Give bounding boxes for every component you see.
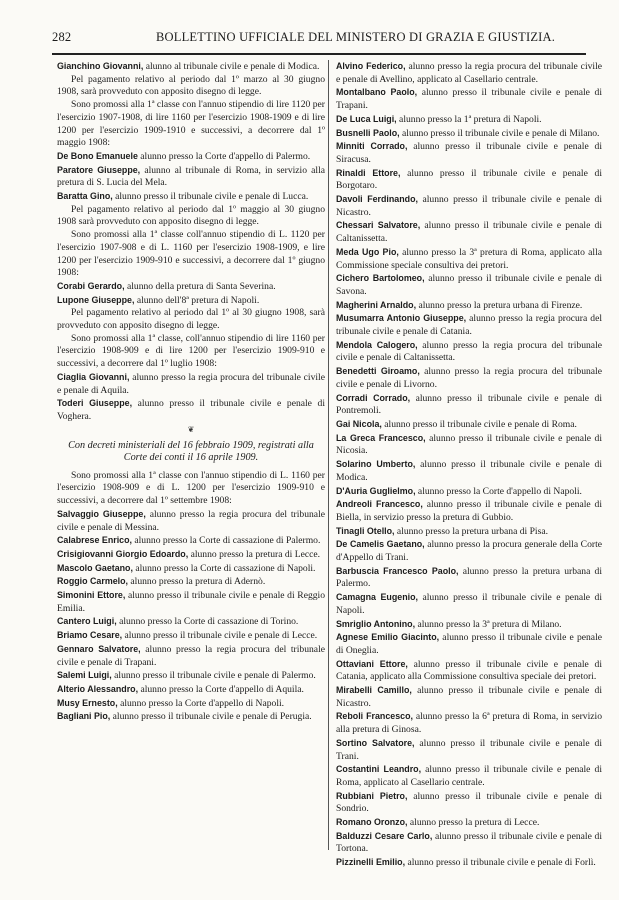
appointment-text: alunno presso la Corte di cassazione di Napoli.	[132, 562, 316, 574]
person-name: Camagna Eugenio,	[336, 592, 418, 603]
appointment-text: alunno presso il tribunale civile e penale di Nicastro.	[336, 685, 602, 709]
person-name: Rubbiani Pietro,	[336, 790, 408, 801]
person-name: Alvino Federico,	[336, 61, 406, 71]
appointment-entry	[336, 127, 602, 141]
running-title: BOLLETTINO UFFICIALE DEL MINISTERO DI GRAZIA E GIUSTIZIA.	[156, 30, 556, 44]
header-rule	[52, 53, 586, 55]
person-name: Cichero Bartolomeo,	[336, 273, 425, 284]
appointment-text: alunno presso il tribunale civile e penale di Roma, applicato al Casellario centrale.	[336, 764, 602, 788]
appointment-entry	[57, 615, 325, 629]
appointment-entry	[336, 631, 602, 657]
person-name: Costantini Leandro,	[336, 764, 422, 775]
appointment-entry	[336, 538, 602, 564]
appointment-entry	[57, 371, 325, 397]
appointment-text: alunno presso il tribunale civile e penale di Palermo.	[111, 670, 316, 682]
appointment-text: alunno presso la Corte d'appello di Palermo.	[137, 150, 311, 162]
appointment-text: alunno presso la regia procura del tribunale civile e penale di Trapani.	[57, 643, 325, 668]
appointment-text: alunno presso il tribunale civile e penale di Tortona.	[336, 830, 603, 855]
appointment-entry	[57, 710, 325, 724]
appointment-text: alunno dell'8ª pretura di Napoli.	[134, 294, 260, 306]
appointment-entry	[336, 392, 602, 418]
person-name: Pizzinelli Emilio,	[336, 857, 406, 868]
appointment-entry	[336, 710, 602, 736]
appointment-text: alunno presso il tribunale civile e penale di Sondrio.	[336, 790, 602, 815]
person-name: Cantero Luigi,	[57, 616, 117, 627]
person-name: Salemi Luigi,	[57, 670, 112, 681]
appointment-entry	[336, 299, 602, 313]
appointment-entry	[336, 737, 602, 763]
appointment-entry	[336, 339, 602, 365]
appointment-text: alunno presso il tribunale civile e penale di Oneglia.	[336, 632, 602, 656]
appointment-text: alunno presso il tribunale civile e penale di Lucca.	[112, 191, 309, 203]
appointment-text: alunno presso il tribunale civile e penale di Roma.	[381, 418, 577, 430]
appointment-text: alunno presso la Corte d'appello di Napoli.	[117, 697, 285, 709]
decree-paragraph: Sono promossi alla 1ª classe, coll'annuo stipendio di lire 1160 per l'esercizio 1908-909 e di lire 1200 per l'esercizio 1909-910 e successivi, a decorrere dal 1º luglio 1908:	[57, 332, 325, 370]
appointment-entry	[336, 618, 602, 632]
appointment-text: alunno presso il tribunale civile e penale di Trapani.	[336, 87, 602, 112]
appointment-text: alunno presso il tribunale civile e penale di Milano.	[399, 127, 600, 139]
appointment-text: alunno presso la Corte d'appello di Napoli.	[415, 485, 582, 497]
left-column	[57, 60, 325, 724]
appointment-entry	[57, 60, 325, 74]
appointment-text: alunno presso il tribunale civile e penale di Voghera.	[57, 398, 325, 422]
appointment-text: alunno presso la 3ª pretura di Roma, applicato alla Commissione speciale consultiva dei pretori.	[336, 246, 602, 271]
person-name: Baratta Gino,	[57, 191, 113, 202]
person-name: Musy Ernesto,	[57, 697, 118, 708]
appointment-entry	[336, 485, 602, 499]
person-name: Calabrese Enrico,	[57, 535, 132, 546]
appointment-text: alunno presso la regia procura del tribunale civile e penale di Messina.	[57, 508, 325, 533]
appointment-text: alunno al tribunale civile e penale di Modica.	[143, 61, 320, 72]
appointment-text: alunno presso la 3ª pretura di Milano.	[415, 618, 562, 630]
appointment-text: alunno presso il tribunale civile e penale di Forlì.	[405, 857, 596, 869]
appointment-text: alunno della pretura di Santa Severina.	[124, 280, 276, 292]
appointment-text: alunno presso il tribunale civile e penale di Nicosia.	[336, 432, 602, 457]
person-name: Busnelli Paolo,	[336, 127, 400, 138]
appointment-text: alunno al tribunale di Roma, in servizio alla pretura di S. Lucia del Mela.	[57, 164, 326, 189]
person-name: Mascolo Gaetano,	[57, 562, 133, 573]
appointment-text: alunno presso la pretura urbana di Firenze.	[416, 299, 583, 311]
appointment-entry	[336, 565, 602, 591]
person-name: Smriglio Antonino,	[336, 618, 416, 629]
appointment-text: alunno presso il tribunale civile e penale di Perugia.	[110, 711, 312, 723]
appointment-entry	[57, 548, 325, 562]
person-name: Montalbano Paolo,	[336, 87, 418, 98]
appointment-text: alunno presso il tribunale civile e penale di Lecce.	[122, 630, 318, 642]
appointment-entry	[57, 683, 325, 697]
appointment-entry	[336, 272, 602, 298]
appointment-entry	[336, 140, 602, 166]
appointment-text: alunno presso il tribunale civile e penale di Savona.	[336, 273, 602, 297]
appointment-entry	[57, 697, 325, 711]
decree-paragraph: Sono promossi alla 1ª classe con l'annuo stipendio di L. 1160 per l'esercizio 1908-909 e di L. 1200 per l'esercizio 1909-910 e successivi, a decorrere dal 1º settembre 1908:	[57, 469, 325, 507]
appointment-entry	[336, 193, 602, 219]
appointment-entry	[57, 534, 325, 548]
appointment-entry	[336, 113, 602, 127]
person-name: Musumarra Antonio Giuseppe,	[336, 313, 467, 324]
person-name: Paratore Giuseppe,	[57, 164, 141, 175]
decree-paragraph: Pel pagamento relativo al periodo dal 1º al 30 giugno 1908, sarà provveduto con apposito disegno di legge.	[57, 307, 325, 332]
appointment-entry	[336, 60, 602, 86]
appointment-text: alunno presso la regia procura del tribunale civile e penale di Catania.	[336, 313, 602, 338]
right-column	[336, 60, 602, 870]
column-divider	[328, 60, 329, 850]
appointment-text: alunno presso il tribunale civile e penale di Siracusa.	[336, 141, 602, 165]
person-name: D'Auria Guglielmo,	[336, 485, 416, 496]
appointment-text: alunno presso il tribunale civile e penale di Borgotaro.	[336, 167, 602, 192]
appointment-text: alunno presso il tribunale civile e penale di Pontremoli.	[336, 392, 602, 417]
appointment-text: alunno presso la Corte di cassazione di Torino.	[116, 616, 299, 628]
appointment-text: alunno presso la regia procura del tribunale civile e penale di Aquila.	[57, 371, 325, 396]
appointment-entry	[57, 589, 325, 615]
person-name: Mirabelli Camillo,	[336, 685, 412, 696]
appointment-text: alunno presso la pretura urbana di Palermo.	[336, 565, 603, 590]
appointment-text: alunno presso il tribunale civile e penale di Trani.	[336, 737, 602, 762]
person-name: Benedetti Giroamo,	[336, 366, 420, 377]
appointment-entry	[336, 684, 602, 710]
person-name: Bagliani Pio,	[57, 711, 111, 722]
appointment-text: alunno presso il tribunale civile e penale di Napoli.	[336, 592, 602, 616]
appointment-entry	[57, 150, 325, 164]
person-name: Corabi Gerardo,	[57, 280, 125, 291]
appointment-text: alunno presso il tribunale civile e penale di Nicastro.	[336, 194, 602, 218]
person-name: Gai Nicola,	[336, 418, 382, 429]
decree-paragraph: Pel pagamento relativo al periodo dal 1º marzo al 30 giugno 1908, sarà provveduto con apposito disegno di legge.	[57, 73, 325, 98]
person-name: Alterio Alessandro,	[57, 683, 139, 694]
appointment-text: alunno presso la 1ª pretura di Napoli.	[396, 113, 542, 125]
person-name: La Greca Francesco,	[336, 432, 426, 443]
appointment-text: alunno presso il tribunale civile e penale di Catania, applicato alla Commissione consultiva speciale dei pretori.	[336, 658, 602, 683]
appointment-text: alunno presso la procura generale della Corte d'Appello di Trani.	[336, 539, 602, 564]
person-name: Chessari Salvatore,	[336, 220, 421, 231]
appointment-entry	[57, 294, 325, 308]
appointment-entry	[57, 280, 325, 294]
person-name: Toderi Giuseppe,	[57, 398, 133, 409]
person-name: Agnese Emilio Giacinto,	[336, 632, 440, 643]
person-name: Balduzzi Cesare Carlo,	[336, 830, 433, 841]
decree-paragraph: Sono promossi alla 1ª classe con l'annuo stipendio di lire 1120 per l'esercizio 1907-1908, di lire 1160 per l'esercizio 1908-1909 e di lire 1200 per l'esercizio 1909-1910 e successivi, a decorrere dal 1º maggio 1908:	[57, 99, 325, 149]
appointment-text: alunno presso la 6ª pretura di Roma, in servizio alla pretura di Ginosa.	[336, 711, 602, 736]
appointment-entry	[336, 246, 602, 272]
appointment-entry	[336, 816, 602, 830]
appointment-text: alunno presso la regia procura del tribunale civile e penale di Livorno.	[336, 366, 602, 390]
person-name: Mendola Calogero,	[336, 339, 418, 350]
appointment-entry	[336, 458, 602, 484]
person-name: Corradi Corrado,	[336, 392, 411, 403]
person-name: Andreoli Francesco,	[336, 499, 423, 510]
appointment-text: alunno presso la pretura di Lecce.	[407, 817, 540, 829]
appointment-text: alunno presso la pretura di Lecce.	[188, 548, 321, 560]
person-name: De Luca Luigi,	[336, 113, 397, 124]
section-heading: Con decreti ministeriali del 16 febbraio 1909, registrati alla Corte dei conti il 16 aprile 1909.	[68, 439, 314, 464]
appointment-entry	[57, 669, 325, 683]
appointment-text: alunno presso il tribunale civile e penale di Caltanissetta.	[336, 220, 602, 245]
person-name: Minniti Corrado,	[336, 141, 408, 152]
appointment-entry	[57, 562, 325, 576]
appointment-entry	[336, 418, 602, 432]
appointment-entry	[57, 575, 325, 589]
appointment-entry	[336, 591, 602, 617]
person-name: Gianchino Giovanni,	[57, 61, 144, 71]
appointment-entry	[336, 498, 602, 524]
appointment-entry	[57, 629, 325, 643]
person-name: Roggio Carmelo,	[57, 576, 129, 587]
appointment-entry	[336, 763, 602, 789]
appointment-entry	[57, 164, 325, 190]
appointment-entry	[336, 167, 602, 193]
person-name: Davoli Ferdinando,	[336, 194, 418, 205]
appointment-entry	[57, 643, 325, 669]
appointment-text: alunno presso il tribunale civile e penale di Biella, in servizio presso la pretura di Gubbio.	[336, 499, 602, 523]
appointment-entry	[57, 190, 325, 204]
person-name: Lupone Giuseppe,	[57, 294, 135, 305]
appointment-entry	[336, 312, 602, 338]
person-name: Briamo Cesare,	[57, 630, 123, 641]
appointment-entry	[57, 397, 325, 423]
person-name: Ciaglia Giovanni,	[57, 371, 130, 382]
appointment-entry	[57, 508, 325, 534]
appointment-text: alunno presso la pretura urbana di Pisa.	[394, 525, 548, 537]
person-name: Sortino Salvatore,	[336, 737, 415, 748]
person-name: Simonini Ettore,	[57, 590, 126, 601]
appointment-entry	[336, 525, 602, 539]
appointment-entry	[336, 86, 602, 112]
person-name: Rinaldi Ettore,	[336, 167, 401, 178]
decree-paragraph: Pel pagamento relativo al periodo dal 1º maggio al 30 giugno 1908 sarà provveduto con apposito disegno di legge.	[57, 203, 325, 228]
person-name: De Camelis Gaetano,	[336, 539, 425, 550]
appointment-text: alunno presso il tribunale civile e penale di Modica.	[336, 459, 602, 483]
page-number: 282	[52, 30, 72, 44]
person-name: Gennaro Salvatore,	[57, 643, 141, 654]
appointment-entry	[336, 219, 602, 245]
appointment-entry	[336, 790, 602, 816]
person-name: Magherini Arnaldo,	[336, 299, 417, 310]
appointment-entry	[336, 856, 602, 870]
appointment-text: alunno presso la regia procura del tribunale civile e penale di Avellino, applicato al Casellario centrale.	[336, 61, 602, 85]
person-name: Reboli Francesco,	[336, 711, 413, 722]
person-name: De Bono Emanuele	[57, 150, 138, 161]
person-name: Meda Ugo Pio,	[336, 246, 399, 257]
appointment-entry	[336, 432, 602, 458]
person-name: Crisigiovanni Giorgio Edoardo,	[57, 548, 189, 559]
person-name: Ottaviani Ettore,	[336, 658, 408, 669]
appointment-text: alunno presso la pretura di Adernò.	[128, 576, 266, 588]
appointment-entry	[336, 365, 602, 391]
appointment-text: alunno presso la regia procura del tribunale civile e penale di Caltanissetta.	[336, 339, 602, 364]
appointment-entry	[336, 830, 602, 856]
appointment-entry	[336, 658, 602, 684]
ornament-icon: ❦	[187, 424, 195, 434]
appointment-text: alunno presso il tribunale civile e penale di Reggio Emilia.	[57, 590, 326, 614]
person-name: Tinagli Otello,	[336, 525, 395, 536]
person-name: Salvaggio Giuseppe,	[57, 508, 146, 519]
appointment-text: alunno presso la Corte d'appello di Aquila.	[138, 683, 304, 695]
person-name: Romano Oronzo,	[336, 817, 408, 828]
person-name: Barbuscia Francesco Paolo,	[336, 565, 459, 576]
appointment-text: alunno presso la Corte di cassazione di Palermo.	[131, 535, 321, 547]
decree-paragraph: Sono promossi alla 1ª classe coll'annuo stipendio di L. 1120 per l'esercizio 1907-908 e di L. 1160 per l'esercizio 1908-1909, e lire 1200 per l'esercizio 1909-910 e successivi, a decorrere dal 1º giugno 1908:	[57, 229, 325, 279]
person-name: Solarino Umberto,	[336, 459, 416, 470]
